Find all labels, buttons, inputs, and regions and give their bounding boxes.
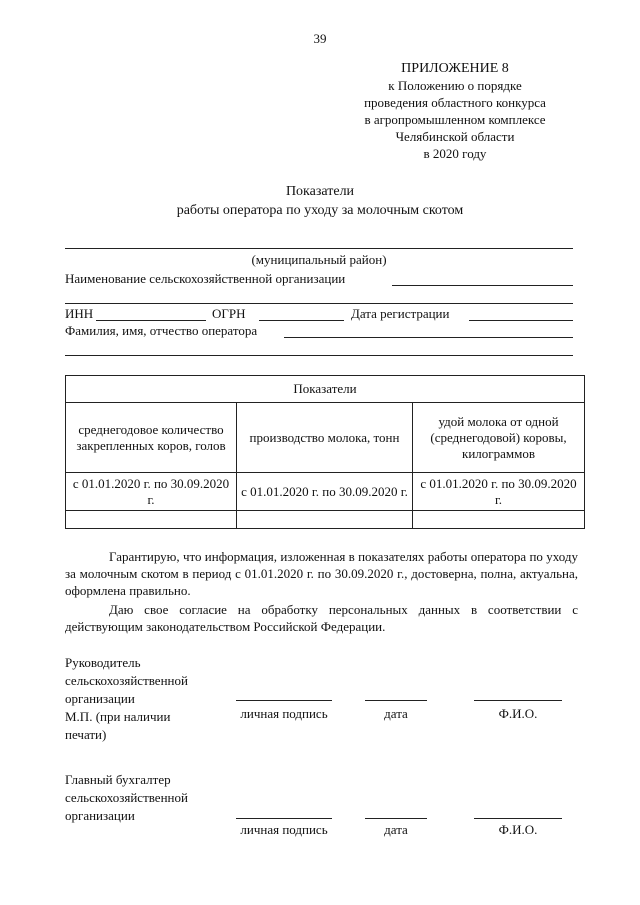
municipal-district-label: (муниципальный район): [251, 252, 387, 267]
role-line: Главный бухгалтер: [65, 772, 171, 787]
period-cell: с 01.01.2020 г. по 30.09.2020 г.: [66, 473, 237, 511]
role-line: печати): [65, 727, 107, 742]
operator-field[interactable]: [284, 337, 573, 338]
heading-subtitle: работы оператора по уходу за молочным скотом: [176, 203, 464, 218]
date-caption: дата: [384, 706, 408, 721]
inn-label: ИНН: [65, 306, 94, 321]
value-cell[interactable]: [237, 511, 413, 529]
role-line: организации: [65, 808, 135, 823]
org-name-field[interactable]: [392, 285, 573, 286]
table-header: Показатели: [66, 376, 585, 403]
value-cell[interactable]: [413, 511, 585, 529]
appendix-line: в агропромышленном комплексе: [364, 112, 546, 127]
ogrn-label: ОГРН: [212, 306, 246, 321]
name-field[interactable]: [474, 700, 562, 701]
ogrn-field[interactable]: [259, 320, 344, 321]
inn-field[interactable]: [96, 320, 206, 321]
name-caption: Ф.И.О.: [498, 706, 538, 721]
org-name-label: Наименование сельскохозяйственной организации: [65, 271, 346, 286]
signature-field[interactable]: [236, 818, 332, 819]
signature-role: [65, 771, 188, 825]
appendix-line: проведения областного конкурса: [364, 95, 546, 110]
operator-field-cont[interactable]: [65, 355, 573, 356]
guarantee-paragraph: Гарантирую, что информация, изложенная в показателях работы оператора по уходу за молочным скотом в период с 01.01.2020 г. по 30.09.2020 г., достоверна, полна, актуальна, оформлена правильно.: [65, 549, 578, 598]
appendix-title: ПРИЛОЖЕНИЕ 8: [401, 61, 509, 76]
appendix-block: [335, 60, 575, 162]
org-name-field-cont[interactable]: [65, 303, 573, 304]
signature-role: [65, 654, 188, 744]
period-cell: с 01.01.2020 г. по 30.09.2020 г.: [413, 473, 585, 511]
role-line: организации: [65, 691, 135, 706]
reg-date-field[interactable]: [469, 320, 573, 321]
signature-caption: личная подпись: [240, 822, 328, 837]
column-header: производство молока, тонн: [237, 403, 413, 473]
indicators-table: [65, 375, 585, 529]
column-header: среднегодовое количество закрепленных коров, голов: [66, 403, 237, 473]
signature-caption: личная подпись: [240, 706, 328, 721]
value-cell[interactable]: [66, 511, 237, 529]
municipal-district-field[interactable]: [65, 248, 573, 249]
appendix-line: Челябинской области: [395, 129, 515, 144]
date-caption: дата: [384, 822, 408, 837]
signature-field[interactable]: [236, 700, 332, 701]
role-line: Руководитель: [65, 655, 141, 670]
name-caption: Ф.И.О.: [498, 822, 538, 837]
date-field[interactable]: [365, 700, 427, 701]
column-header: удой молока от одной (среднегодовой) коровы, килограммов: [413, 403, 585, 473]
role-line: сельскохозяйственной: [65, 673, 188, 688]
name-field[interactable]: [474, 818, 562, 819]
period-cell: с 01.01.2020 г. по 30.09.2020 г.: [237, 473, 413, 511]
appendix-line: в 2020 году: [423, 146, 487, 161]
operator-label: Фамилия, имя, отчество оператора: [65, 323, 258, 338]
role-line: М.П. (при наличии: [65, 709, 171, 724]
consent-paragraph: Даю свое согласие на обработку персональных данных в соответствии с действующим законодательством Российской Федерации.: [65, 602, 578, 634]
appendix-line: к Положению о порядке: [388, 78, 522, 93]
reg-date-label: Дата регистрации: [351, 306, 450, 321]
page-number: 39: [313, 31, 327, 46]
heading-title: Показатели: [285, 184, 355, 199]
date-field[interactable]: [365, 818, 427, 819]
role-line: сельскохозяйственной: [65, 790, 188, 805]
